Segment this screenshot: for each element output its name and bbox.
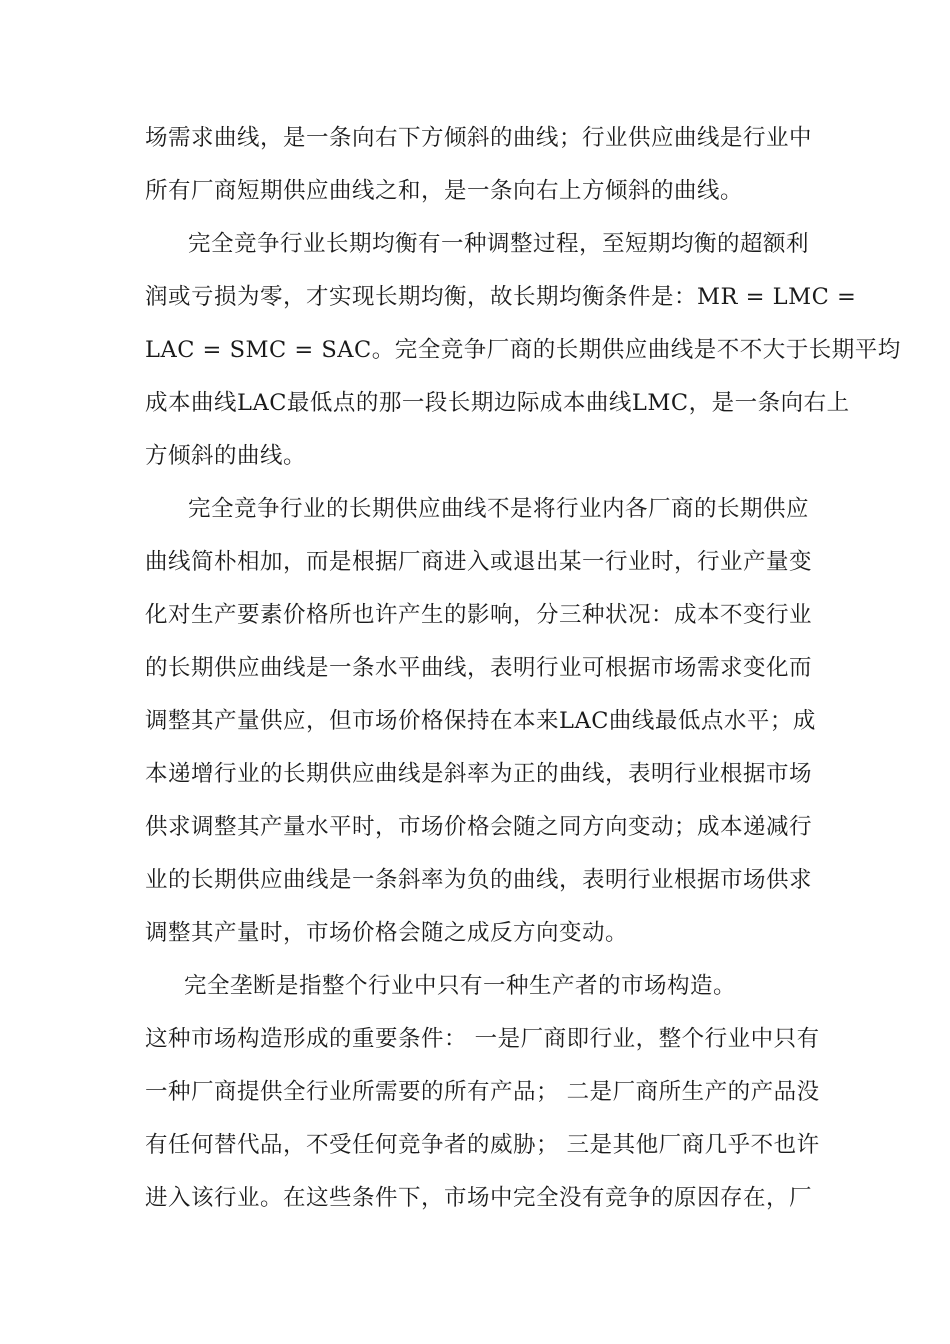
text-line: LAC = SMC = SAC。完全竞争厂商的长期供应曲线是不不大于长期平均 [145,337,901,363]
text-line: 有任何替代品，不受任何竞争者的威胁； 三是其他厂商几乎不也许 [145,1132,820,1158]
text-line: 成本曲线LAC最低点的那一段长期边际成本曲线LMC，是一条向右上 [145,390,850,416]
text-line: 供求调整其产量水平时，市场价格会随之同方向变动；成本递减行 [145,814,813,840]
text-line: 的长期供应曲线是一条水平曲线，表明行业可根据市场需求变化而 [145,655,813,681]
text-line: 业的长期供应曲线是一条斜率为负的曲线，表明行业根据市场供求 [145,867,813,893]
text-line: 一种厂商提供全行业所需要的所有产品； 二是厂商所生产的产品没 [145,1079,820,1105]
text-line: 化对生产要素价格所也许产生的影响，分三种状况：成本不变行业 [145,602,813,628]
text-line: 调整其产量时，市场价格会随之成反方向变动。 [145,920,629,946]
text-line: 曲线简朴相加，而是根据厂商进入或退出某一行业时，行业产量变 [145,549,813,575]
text-line: 这种市场构造形成的重要条件： 一是厂商即行业，整个行业中只有 [145,1026,820,1052]
text-line: 润或亏损为零，才实现长期均衡，故长期均衡条件是：MR = LMC = [145,284,857,310]
text-line: 所有厂商短期供应曲线之和，是一条向右上方倾斜的曲线。 [145,178,744,204]
text-line: 场需求曲线，是一条向右下方倾斜的曲线；行业供应曲线是行业中 [145,125,813,151]
text-line: 本递增行业的长期供应曲线是斜率为正的曲线，表明行业根据市场 [145,761,813,787]
paragraph-start-line: 完全竞争行业的长期供应曲线不是将行业内各厂商的长期供应 [188,496,810,522]
text-line: 调整其产量供应，但市场价格保持在本来LAC曲线最低点水平；成 [145,708,816,734]
paragraph-start-line: 完全竞争行业长期均衡有一种调整过程，至短期均衡的超额利 [188,231,810,257]
text-line: 方倾斜的曲线。 [145,443,307,469]
text-line: 进入该行业。在这些条件下，市场中完全没有竞争的原因存在，厂 [145,1185,813,1211]
paragraph-start-line: 完全垄断是指整个行业中只有一种生产者的市场构造。 [184,973,737,999]
